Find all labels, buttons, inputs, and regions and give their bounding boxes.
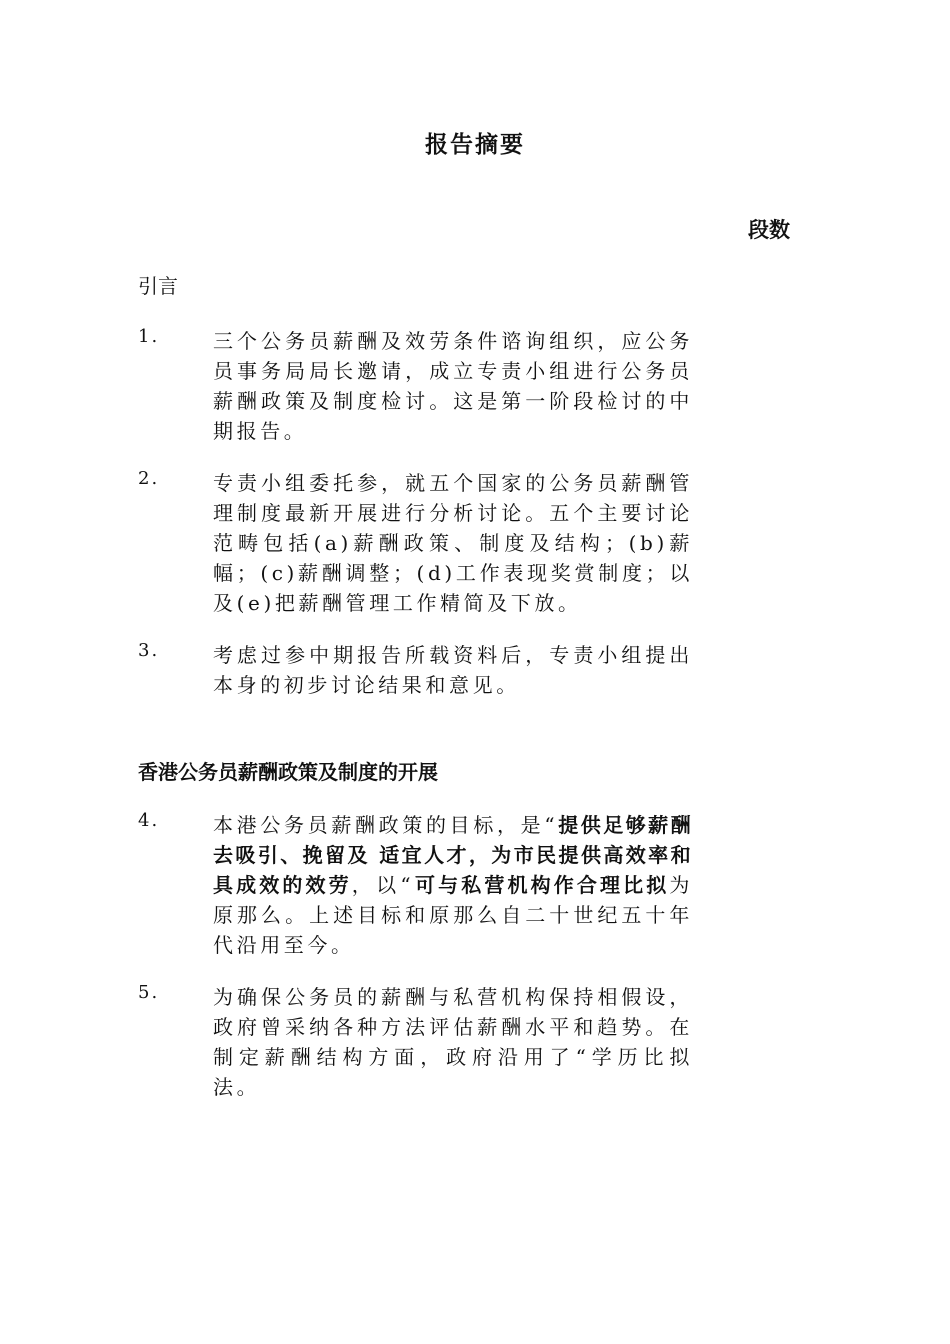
- paragraph-number: 1.: [138, 326, 160, 347]
- paragraph-text: 为确保公务员的薪酬与私营机构保持相假设，政府曾采纳各种方法评估薪酬水平和趋势。在制定薪酬结构方面，政府沿用了“学历比拟法。: [213, 985, 693, 1099]
- paragraph-number: 2.: [138, 468, 160, 489]
- bold-text-run: 提供足够薪酬去吸引、挽留及 适宜人才，为市民提供高效率和具成效的效劳: [213, 813, 693, 897]
- bold-text-run: 可与私营机构作合理比拟: [414, 873, 670, 897]
- text-run: 本港公务员薪酬政策的目标，是“: [213, 813, 559, 837]
- text-run: 为原那么。上述目标和原那么自二十世纪五十年代沿用至今。: [213, 873, 693, 957]
- paragraph-text: 专责小组委托参，就五个国家的公务员薪酬管理制度最新开展进行分析讨论。五个主要讨论范畴包括(a)薪酬政策、制度及结构；(b)薪幅；(c)薪酬调整；(d)工作表现奖赏制度；以及(e)把薪酬管理工作精简及下放。: [213, 471, 693, 615]
- paragraph-text: [213, 810, 693, 960]
- section-heading-hk-pay-policy: 香港公务员薪酬政策及制度的开展: [138, 760, 438, 784]
- paragraph-number-column-header: 段数: [748, 218, 790, 242]
- paragraph-number: 3.: [138, 640, 160, 661]
- paragraph-number: 5.: [138, 982, 160, 1003]
- section-heading-introduction: 引言: [138, 274, 178, 298]
- paragraph-number: 4.: [138, 810, 160, 831]
- text-run: ，以“: [351, 873, 415, 897]
- page-title: 报告摘要: [425, 132, 525, 158]
- paragraph-text: 考虑过参中期报告所载资料后，专责小组提出本身的初步讨论结果和意见。: [213, 643, 693, 697]
- paragraph-text: 三个公务员薪酬及效劳条件谘询组织，应公务员事务局局长邀请，成立专责小组进行公务员薪酬政策及制度检讨。这是第一阶段检讨的中期报告。: [213, 329, 693, 443]
